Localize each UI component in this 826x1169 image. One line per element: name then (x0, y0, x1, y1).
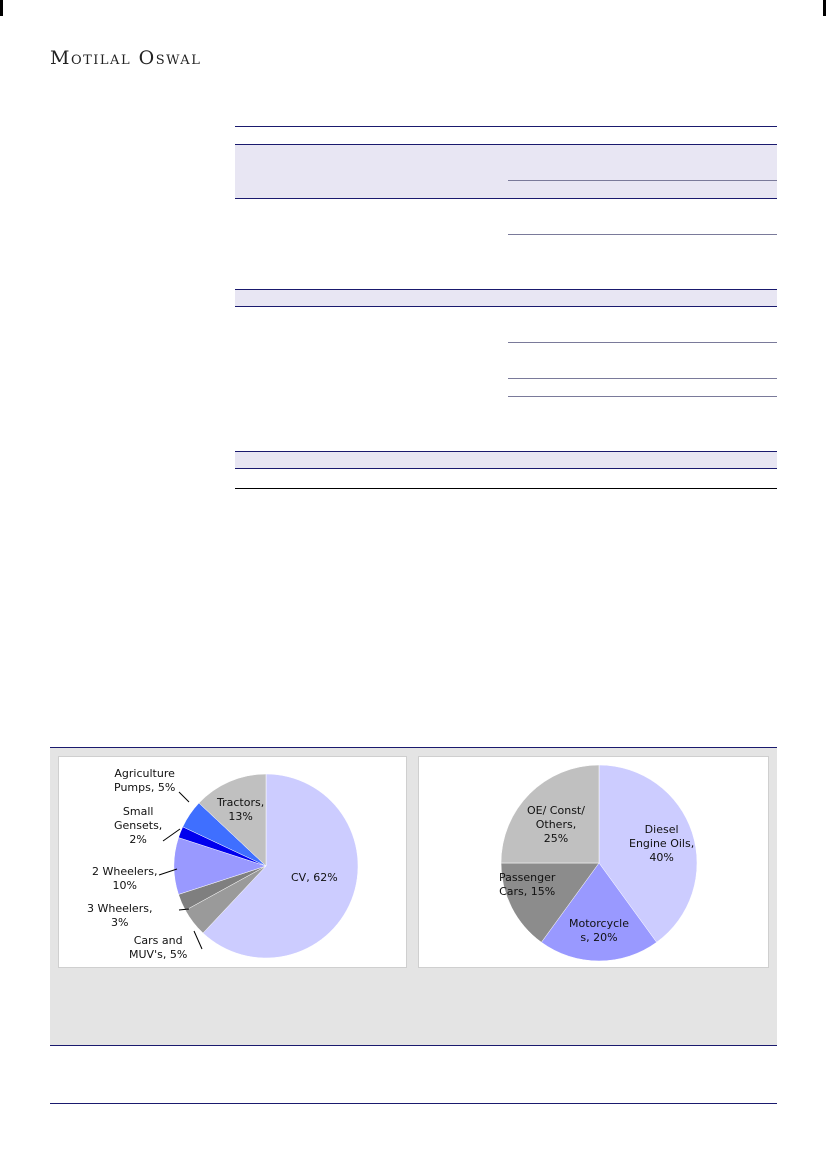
table-rule (235, 144, 777, 145)
table-rule (235, 198, 777, 199)
leader-line (194, 931, 202, 949)
pie1-label-cars (129, 934, 187, 962)
footer-rule (50, 1103, 777, 1104)
label-3w-line2: 3% (111, 916, 129, 929)
label-diesel-line2: Engine Oils, (629, 837, 695, 850)
pie1-label-cv (291, 871, 338, 885)
pie-chart-segment-mix (59, 757, 406, 967)
label-pc-line2: Cars, 15% (499, 885, 556, 898)
crop-mark-left (0, 0, 3, 16)
table-rule (508, 180, 777, 181)
brand-text: Motilal Oswal (50, 47, 202, 69)
label-gensets-line2: Gensets, (114, 819, 163, 832)
label-tractors-line2: 13% (228, 810, 253, 823)
label-2w-line2: 10% (112, 879, 137, 892)
pie1-label-gensets (114, 805, 162, 847)
label-oe-line2: Others, (535, 818, 577, 831)
exhibit-bottom-rule (50, 1045, 777, 1046)
chart-panel-left (58, 756, 407, 968)
chart-panel-right (418, 756, 769, 968)
label-agri-line1: Agriculture (114, 767, 175, 780)
label-oe-line1: OE/ Const/ (527, 804, 585, 817)
pie2-label-motorcycles (569, 917, 629, 945)
label-oe-line3: 25% (543, 832, 569, 845)
label-tractors-line1: Tractors, (217, 796, 265, 809)
label-gensets-line1: Small (122, 805, 154, 818)
table-rule (235, 451, 777, 452)
table-rule (508, 378, 777, 379)
table-section-band (235, 289, 777, 306)
pie1-label-tractors (217, 796, 264, 824)
pie2-label-passenger (499, 871, 555, 899)
table-rule (235, 306, 777, 307)
label-cars-line2: MUV's, 5% (129, 948, 188, 961)
pie2-label-diesel (629, 823, 694, 865)
label-diesel-line3: 40% (649, 851, 674, 864)
table-header-band (235, 144, 777, 198)
table-rule (508, 234, 777, 235)
label-moto-line1: Motorcycle (569, 917, 629, 930)
table-rule (235, 488, 777, 489)
label-diesel-line1: Diesel (644, 823, 679, 836)
label-gensets-line3: 2% (129, 833, 147, 846)
pie1-label-2wheelers (92, 865, 157, 893)
label-2w-line1: 2 Wheelers, (92, 865, 158, 878)
leader-line (163, 829, 180, 841)
label-3w-line1: 3 Wheelers, (87, 902, 153, 915)
label-moto-line2: s, 20% (580, 931, 618, 944)
brand-logo (50, 47, 201, 69)
table-rule (235, 126, 777, 127)
label-pc-line1: Passenger (499, 871, 556, 884)
table-rule (508, 396, 777, 397)
label-agri-line2: Pumps, 5% (114, 781, 176, 794)
label-cv: CV, 62% (291, 871, 338, 884)
table-rule (235, 289, 777, 290)
table-rule (235, 468, 777, 469)
table-rule (508, 342, 777, 343)
table-section-band (235, 451, 777, 468)
leader-line (179, 792, 189, 802)
pie2-label-oe (527, 804, 585, 846)
pie1-label-3wheelers (87, 902, 152, 930)
pie1-label-agriculture (114, 767, 175, 795)
label-cars-line1: Cars and (133, 934, 183, 947)
